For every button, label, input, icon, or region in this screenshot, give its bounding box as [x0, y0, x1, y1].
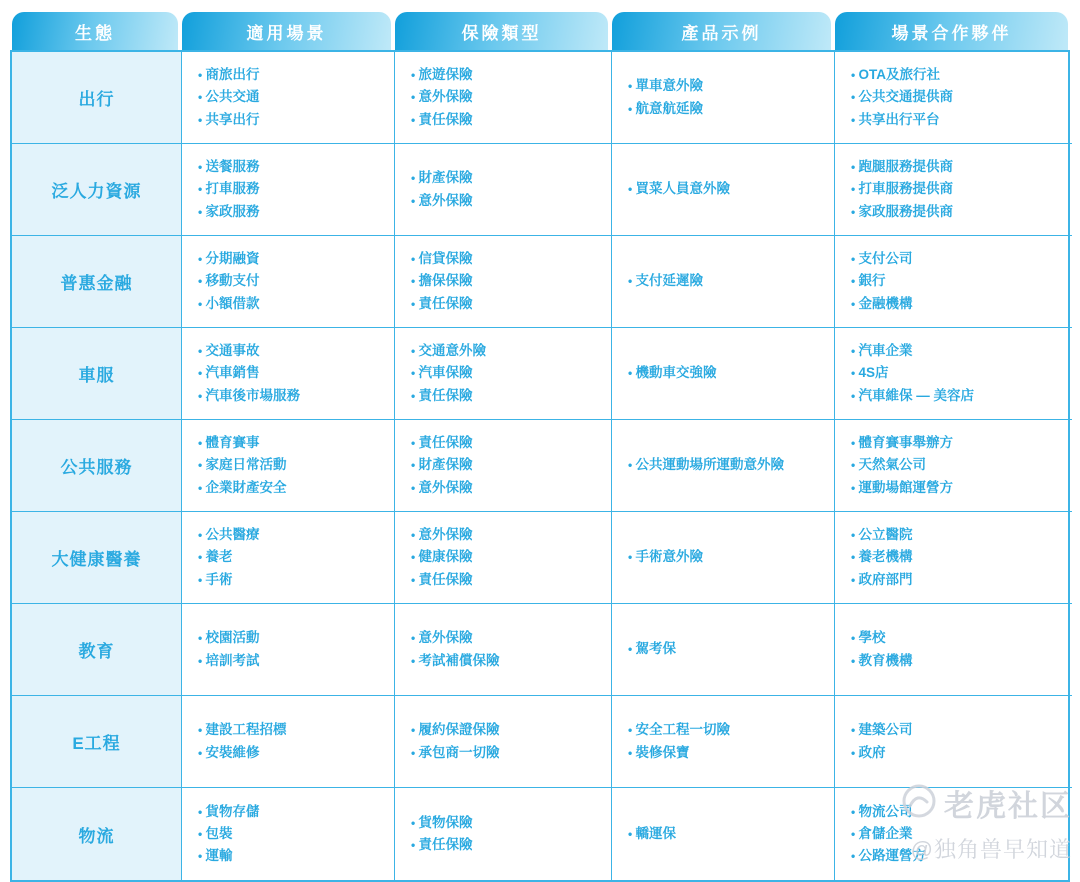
list-item: • 教育機構 [851, 650, 1064, 672]
list-item: • 建築公司 [851, 719, 1064, 741]
list-item: • 安全工程一切險 [628, 719, 826, 741]
list-item: • 天然氣公司 [851, 454, 1064, 476]
ecosystem-cell: 普惠金融 [12, 236, 182, 328]
bullet-list [851, 248, 1064, 315]
table-row [12, 604, 1068, 696]
partners-cell [835, 696, 1072, 788]
products-cell [612, 512, 835, 604]
list-item: • 物流公司 [851, 801, 1064, 823]
insurance-types-cell [395, 604, 612, 696]
list-item: • 建設工程招標 [198, 719, 386, 741]
products-cell [612, 604, 835, 696]
bullet-list [198, 248, 386, 315]
bullet-list [851, 719, 1064, 764]
list-item: • 小額借款 [198, 293, 386, 315]
bullet-list [628, 638, 826, 660]
insurance-types-cell [395, 52, 612, 144]
bullet-list [198, 524, 386, 591]
ecosystem-cell: 公共服務 [12, 420, 182, 512]
partners-cell [835, 420, 1072, 512]
bullet-list [628, 270, 826, 292]
products-cell [612, 788, 835, 880]
list-item: • 公共醫療 [198, 524, 386, 546]
scenarios-cell [182, 420, 395, 512]
list-item: • 意外保險 [411, 627, 603, 649]
bullet-list [411, 719, 603, 764]
list-item: • 移動支付 [198, 270, 386, 292]
list-item: • 駕考保 [628, 638, 826, 660]
table-header-row [10, 12, 1070, 50]
ecosystem-insurance-table [10, 12, 1070, 882]
scenarios-cell [182, 696, 395, 788]
list-item: • 4S店 [851, 362, 1064, 384]
insurance-types-cell [395, 788, 612, 880]
list-item: • 校園活動 [198, 627, 386, 649]
bullet-list [628, 362, 826, 384]
list-item: • 公共運動場所運動意外險 [628, 454, 826, 476]
header-insurance-types: 保險類型 [395, 12, 608, 50]
list-item: • 旅遊保險 [411, 64, 603, 86]
list-item: • 裝修保寶 [628, 742, 826, 764]
list-item: • 手術 [198, 569, 386, 591]
list-item: • 包裝 [198, 823, 386, 845]
partners-cell [835, 236, 1072, 328]
list-item: • 手術意外險 [628, 546, 826, 568]
list-item: • 送餐服務 [198, 156, 386, 178]
list-item: • 公路運營方 [851, 845, 1064, 867]
bullet-list [411, 812, 603, 857]
list-item: • 安裝維修 [198, 742, 386, 764]
products-cell [612, 52, 835, 144]
bullet-list [411, 167, 603, 212]
table-row [12, 696, 1068, 788]
bullet-list [411, 340, 603, 407]
partners-cell [835, 328, 1072, 420]
bullet-list [851, 432, 1064, 499]
watermark-handle: @独角兽早知道 [910, 837, 1072, 862]
list-item: • 養老機構 [851, 546, 1064, 568]
bullet-list [411, 432, 603, 499]
header-scenarios: 適用場景 [182, 12, 391, 50]
scenarios-cell [182, 52, 395, 144]
bullet-list [851, 340, 1064, 407]
list-item: • 分期融資 [198, 248, 386, 270]
list-item: • 健康保險 [411, 546, 603, 568]
table-row [12, 144, 1068, 236]
list-item: • 責任保險 [411, 834, 603, 856]
partners-cell [835, 144, 1072, 236]
list-item: • 銀行 [851, 270, 1064, 292]
list-item: • 公共交通 [198, 86, 386, 108]
list-item: • 責任保險 [411, 385, 603, 407]
list-item: • 責任保險 [411, 293, 603, 315]
list-item: • 支付公司 [851, 248, 1064, 270]
list-item: • 承包商一切險 [411, 742, 603, 764]
bullet-list [851, 627, 1064, 672]
insurance-types-cell [395, 420, 612, 512]
products-cell [612, 144, 835, 236]
table-body [10, 50, 1070, 882]
list-item: • 家政服務 [198, 201, 386, 223]
list-item: • 汽車企業 [851, 340, 1064, 362]
bullet-list [411, 248, 603, 315]
products-cell [612, 236, 835, 328]
ecosystem-cell: E工程 [12, 696, 182, 788]
list-item: • 意外保險 [411, 524, 603, 546]
bullet-list [411, 627, 603, 672]
list-item: • 汽車保險 [411, 362, 603, 384]
list-item: • 汽車銷售 [198, 362, 386, 384]
table-row [12, 512, 1068, 604]
list-item: • 企業財產安全 [198, 477, 386, 499]
scenarios-cell [182, 328, 395, 420]
list-item: • 支付延遲險 [628, 270, 826, 292]
scenarios-cell [182, 788, 395, 880]
ecosystem-cell: 大健康醫養 [12, 512, 182, 604]
list-item: • 交通意外險 [411, 340, 603, 362]
scenarios-cell [182, 236, 395, 328]
list-item: • 體育賽事舉辦方 [851, 432, 1064, 454]
list-item: • 金融機構 [851, 293, 1064, 315]
bullet-list [198, 627, 386, 672]
scenarios-cell [182, 604, 395, 696]
list-item: • 倉儲企業 [851, 823, 1064, 845]
list-item: • 政府 [851, 742, 1064, 764]
header-ecosystem: 生態 [12, 12, 178, 50]
partners-cell [835, 788, 1072, 880]
list-item: • 體育賽事 [198, 432, 386, 454]
bullet-list [198, 156, 386, 223]
partners-cell [835, 604, 1072, 696]
bullet-list [628, 823, 826, 845]
watermark-brand: 老虎社区 [944, 790, 1072, 823]
list-item: • 養老 [198, 546, 386, 568]
list-item: • 交通事故 [198, 340, 386, 362]
list-item: • 意外保險 [411, 86, 603, 108]
ecosystem-cell: 物流 [12, 788, 182, 880]
bullet-list [628, 75, 826, 120]
list-item: • 單車意外險 [628, 75, 826, 97]
list-item: • 共享出行 [198, 109, 386, 131]
list-item: • 商旅出行 [198, 64, 386, 86]
insurance-types-cell [395, 328, 612, 420]
bullet-list [628, 546, 826, 568]
scenarios-cell [182, 144, 395, 236]
table-row [12, 328, 1068, 420]
insurance-types-cell [395, 236, 612, 328]
bullet-list [851, 156, 1064, 223]
list-item: • OTA及旅行社 [851, 64, 1064, 86]
list-item: • 意外保險 [411, 477, 603, 499]
list-item: • 共享出行平台 [851, 109, 1064, 131]
bullet-list [198, 340, 386, 407]
list-item: • 責任保險 [411, 569, 603, 591]
list-item: • 跑腿服務提供商 [851, 156, 1064, 178]
list-item: • 公立醫院 [851, 524, 1064, 546]
bullet-list [198, 64, 386, 131]
list-item: • 考試補償保險 [411, 650, 603, 672]
products-cell [612, 328, 835, 420]
bullet-list [411, 524, 603, 591]
bullet-list [851, 524, 1064, 591]
list-item: • 運動場館運營方 [851, 477, 1064, 499]
ecosystem-cell: 出行 [12, 52, 182, 144]
insurance-types-cell [395, 696, 612, 788]
list-item: • 公共交通提供商 [851, 86, 1064, 108]
bullet-list [411, 64, 603, 131]
list-item: • 責任保險 [411, 109, 603, 131]
list-item: • 汽車維保 — 美容店 [851, 385, 1064, 407]
bullet-list [851, 801, 1064, 868]
list-item: • 運輸 [198, 845, 386, 867]
list-item: • 履約保證保險 [411, 719, 603, 741]
table-row [12, 788, 1068, 880]
list-item: • 學校 [851, 627, 1064, 649]
insurance-types-cell [395, 512, 612, 604]
list-item: • 機動車交強險 [628, 362, 826, 384]
list-item: • 汽車後市場服務 [198, 385, 386, 407]
partners-cell [835, 512, 1072, 604]
partners-cell [835, 52, 1072, 144]
bullet-list [851, 64, 1064, 131]
list-item: • 打車服務提供商 [851, 178, 1064, 200]
header-products: 產品示例 [612, 12, 831, 50]
list-item: • 貨物存儲 [198, 801, 386, 823]
bullet-list [198, 719, 386, 764]
list-item: • 擔保保險 [411, 270, 603, 292]
bullet-list [198, 801, 386, 868]
table-row [12, 420, 1068, 512]
list-item: • 信貸保險 [411, 248, 603, 270]
ecosystem-cell: 泛人力資源 [12, 144, 182, 236]
list-item: • 貨物保險 [411, 812, 603, 834]
list-item: • 買菜人員意外險 [628, 178, 826, 200]
list-item: • 家政服務提供商 [851, 201, 1064, 223]
list-item: • 轎運保 [628, 823, 826, 845]
list-item: • 航意航延險 [628, 98, 826, 120]
products-cell [612, 696, 835, 788]
table-row [12, 236, 1068, 328]
list-item: • 責任保險 [411, 432, 603, 454]
bullet-list [628, 454, 826, 476]
products-cell [612, 420, 835, 512]
bullet-list [198, 432, 386, 499]
list-item: • 財產保險 [411, 167, 603, 189]
list-item: • 打車服務 [198, 178, 386, 200]
ecosystem-cell: 教育 [12, 604, 182, 696]
list-item: • 家庭日常活動 [198, 454, 386, 476]
ecosystem-cell: 車服 [12, 328, 182, 420]
list-item: • 政府部門 [851, 569, 1064, 591]
bullet-list [628, 719, 826, 764]
insurance-types-cell [395, 144, 612, 236]
header-partners: 場景合作夥伴 [835, 12, 1068, 50]
list-item: • 培訓考試 [198, 650, 386, 672]
bullet-list [628, 178, 826, 200]
scenarios-cell [182, 512, 395, 604]
table-row [12, 52, 1068, 144]
list-item: • 財產保險 [411, 454, 603, 476]
list-item: • 意外保險 [411, 190, 603, 212]
